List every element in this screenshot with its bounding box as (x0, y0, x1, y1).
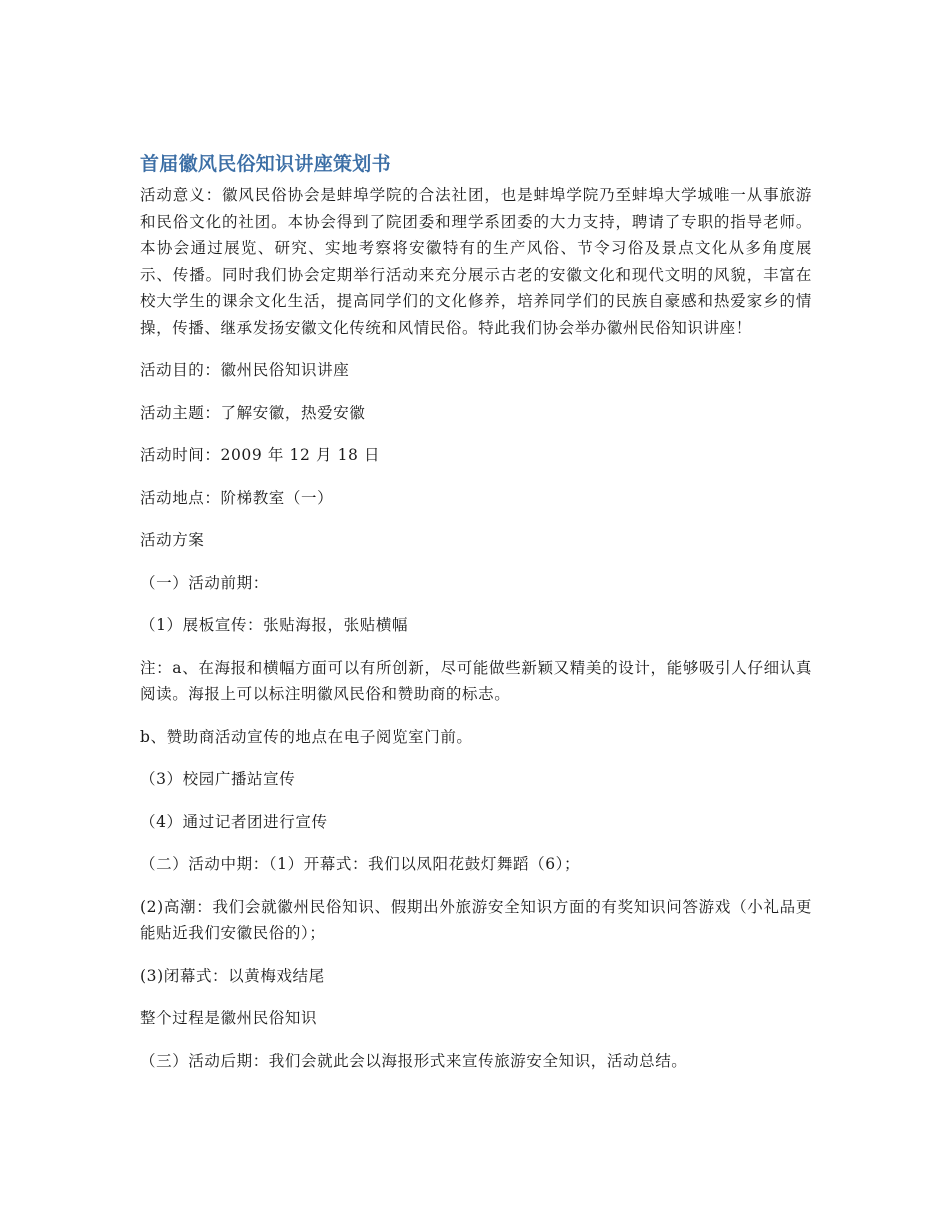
paragraph-whole-process: 整个过程是徽州民俗知识 (140, 1009, 318, 1027)
paragraph-post-phase: （三）活动后期：我们会就此会以海报形式来宣传旅游安全知识，活动总结。 (140, 1051, 688, 1070)
paragraph-theme: 活动主题：了解安徽，热爱安徽 (140, 403, 366, 422)
paragraph-climax: (2)高潮：我们会就徽州民俗知识、假期出外旅游安全知识方面的有奖知识问答游戏（小礼品更能贴近我们安徽民俗的）； (140, 897, 812, 942)
document-body (140, 146, 812, 1090)
paragraph-note-a: 注：a、在海报和横幅方面可以有所创新，尽可能做些新颖又精美的设计，能够吸引人仔细认真阅读。海报上可以标注明徽风民俗和赞助商的标志。 (140, 658, 812, 703)
paragraph-pre-phase: （一）活动前期： (140, 573, 269, 592)
document-title: 首届徽风民俗知识讲座策划书 (140, 153, 391, 175)
paragraph-significance: 活动意义：徽风民俗协会是蚌埠学院的合法社团，也是蚌埠学院乃至蚌埠大学城唯一从事旅游和民俗文化的社团。本协会得到了院团委和理学系团委的大力支持，聘请了专职的指导老师。本协会通过展览、研究、实地考察将安徽特有的生产风俗、节令习俗及景点文化从多角度展示、传播。同时我们协会定期举行活动来充分展示古老的安徽文化和现代文明的风貌，丰富在校大学生的课余文化生活，提高同学们的文化修养，培养同学们的民族自豪感和热爱家乡的情操，传播、继承发扬安徽文化传统和风情民俗。特此我们协会举办徽州民俗知识讲座！ (140, 186, 812, 337)
paragraph-plan-heading: 活动方案 (140, 531, 205, 549)
paragraph-time: 活动时间：2009 年 12 月 18 日 (140, 446, 381, 464)
paragraph-purpose: 活动目的：徽州民俗知识讲座 (140, 361, 350, 379)
paragraph-note-b: b、赞助商活动宣传的地点在电子阅览室门前。 (140, 727, 473, 746)
paragraph-board-promo: （1）展板宣传：张贴海报，张贴横幅 (140, 616, 409, 634)
paragraph-location: 活动地点：阶梯教室（一） (140, 488, 334, 507)
paragraph-press-promo: （4）通过记者团进行宣传 (140, 812, 328, 831)
paragraph-mid-phase: （二）活动中期：（1）开幕式：我们以凤阳花鼓灯舞蹈（6）； (140, 855, 581, 873)
paragraph-closing: (3)闭幕式：以黄梅戏结尾 (140, 966, 325, 985)
paragraph-radio-promo: （3）校园广播站宣传 (140, 770, 296, 788)
